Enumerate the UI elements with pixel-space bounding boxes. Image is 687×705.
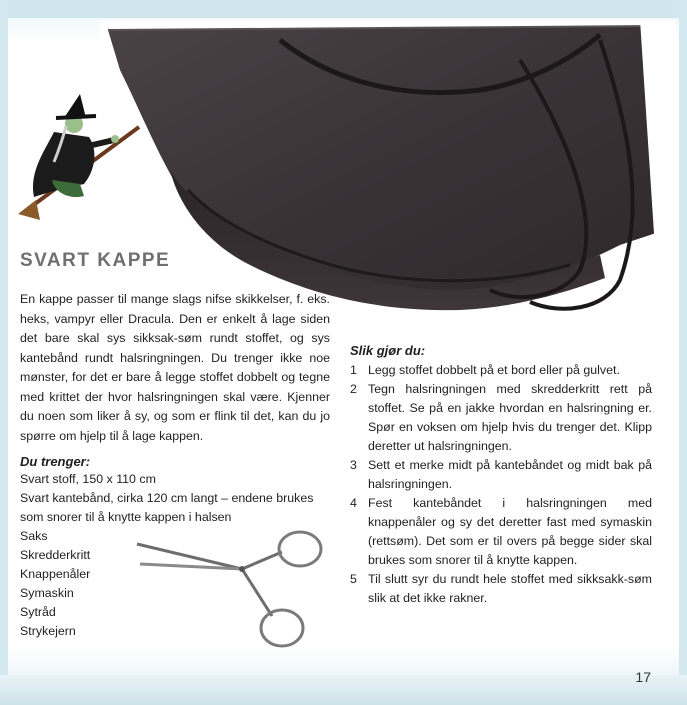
step-number: 2 (350, 382, 357, 396)
list-item: Saks (20, 529, 48, 543)
howto-heading: Slik gjør du: (350, 343, 426, 358)
page-border-left (0, 0, 8, 705)
list-item: Symaskin (20, 586, 74, 600)
list-item (350, 570, 652, 608)
list-item: Strykejern (20, 624, 76, 638)
step-number: 1 (350, 363, 357, 377)
list-item: Svart stoff, 150 x 110 cm (20, 472, 156, 486)
needs-heading: Du trenger: (20, 454, 91, 469)
scissors-illustration (132, 524, 332, 652)
page-number: 17 (635, 669, 651, 685)
step-number: 4 (350, 496, 357, 510)
page-border-top (0, 0, 687, 18)
list-item (350, 494, 652, 570)
list-item (350, 380, 652, 456)
cape-photo (100, 20, 675, 325)
list-item: Svart kantebånd, cirka 120 cm langt – endene brukes som snorer til å knytte kappen i halsen (20, 491, 314, 524)
page-title: SVART KAPPE (20, 250, 171, 271)
witch-illustration (14, 92, 144, 222)
step-number: 3 (350, 458, 357, 472)
page-border-bottom (0, 675, 687, 705)
step-number: 5 (350, 572, 357, 586)
list-item (350, 456, 652, 494)
step-text: Fest kantebåndet i halsringningen med knappenåler og sy det deretter fast med symaskin (rettsøm). Det som er til overs på begge sider skal brukes som snorer til å knytte kappen. (368, 496, 652, 567)
step-text: Tegn halsringningen med skredderkritt rett på stoffet. Se på en jakke hvordan en halsringning er. Spør en voksen om hjelp hvis du trenger det. Klipp deretter ut halsringningen. (368, 382, 652, 453)
page-border-right (679, 0, 687, 705)
list-item: Knappenåler (20, 567, 91, 581)
intro-paragraph: En kappe passer til mange slags nifse skikkelser, f. eks. heks, vampyr eller Dracula. Den er enkelt å lage siden det bare skal sys sikksak-søm rundt stoffet, og sys kantebånd rundt halsringningen. Du trenger ikke noe mønster, for det er bare å legge stoffet dobbelt og tegne med krittet der hvor halsringningen skal være. Kjenner du noen som liker å sy, og som er flink til det, kan du jo spørre om hjelp til å lage kappen. (20, 292, 330, 443)
step-text: Legg stoffet dobbelt på et bord eller på gulvet. (368, 363, 620, 377)
step-text: Sett et merke midt på kantebåndet og midt bak på halsringningen. (368, 458, 652, 491)
step-text: Til slutt syr du rundt hele stoffet med sikksakk-søm slik at det ikke rakner. (368, 572, 652, 605)
list-item: Sytråd (20, 605, 56, 619)
list-item (350, 361, 652, 380)
list-item: Skredderkritt (20, 548, 91, 562)
steps-list (350, 361, 652, 608)
